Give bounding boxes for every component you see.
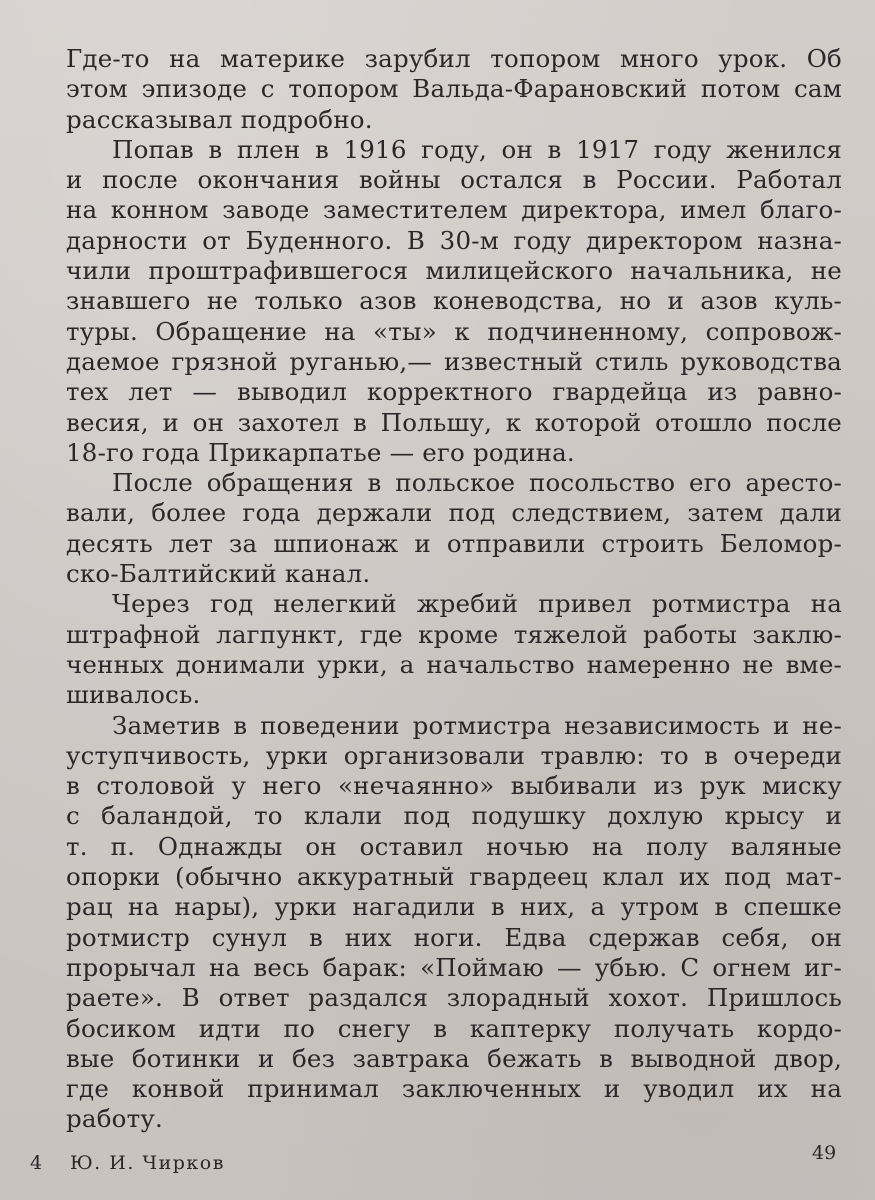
text-line: ченных донимали урки, а начальство намеренно не вме- xyxy=(66,649,842,679)
text-line: шивалось. xyxy=(66,680,201,710)
text-line: После обращения в польское посольство его аресто- xyxy=(112,468,842,498)
text-line: Попав в плен в 1916 году, он в 1917 году женился xyxy=(112,134,842,164)
text-line: где конвой принимал заключенных и уводил их на xyxy=(66,1074,842,1104)
text-line: уступчивость, урки организовали травлю: то в очереди xyxy=(66,740,842,770)
text-line: тех лет — выводил корректного гвардейца из равно- xyxy=(66,377,842,407)
paragraph-2 xyxy=(66,135,842,468)
text-line: прорычал на весь барак: «Поймаю — убью. С огнем иг- xyxy=(66,952,842,982)
text-line: десять лет за шпионаж и отправили строить Беломор- xyxy=(66,528,842,558)
text-line: знавшего не только азов коневодства, но и азов куль- xyxy=(66,286,842,316)
text-line: 18-го года Прикарпатье — его родина. xyxy=(66,437,575,467)
signature-number: 4 xyxy=(30,1152,43,1174)
text-line: этом эпизоде с топором Вальда-Фарановский потом сам xyxy=(66,74,842,104)
paragraph-3 xyxy=(66,468,842,589)
text-line: весия, и он захотел в Польшу, к которой отошло после xyxy=(66,407,842,437)
text-line: босиком идти по снегу в каптерку получать кордо- xyxy=(66,1013,842,1043)
text-line: ротмистр сунул в них ноги. Едва сдержав себя, он xyxy=(66,922,842,952)
text-line: опорки (обычно аккуратный гвардеец клал их под мат- xyxy=(66,862,842,892)
signature-author: Ю. И. Чирков xyxy=(70,1152,225,1174)
text-line: т. п. Однажды он оставил ночью на полу валяные xyxy=(66,831,842,861)
text-line: даемое грязной руганью,— известный стиль руководства xyxy=(66,346,842,376)
text-line: ско-Балтийский канал. xyxy=(66,559,371,589)
page-number: 49 xyxy=(812,1142,837,1164)
body-text xyxy=(66,44,842,1135)
text-line: на конном заводе заместителем директора, имел благо- xyxy=(66,195,842,225)
text-line: вые ботинки и без завтрака бежать в выводной двор, xyxy=(66,1043,842,1073)
paragraph-5 xyxy=(66,711,842,1135)
text-line: Через год нелегкий жребий привел ротмистра на xyxy=(112,589,842,619)
text-line: чили проштрафившегося милицейского начальника, не xyxy=(66,256,842,286)
text-line: работу. xyxy=(66,1104,163,1134)
text-line: штрафной лагпункт, где кроме тяжелой работы заклю- xyxy=(66,619,842,649)
text-line: рассказывал подробно. xyxy=(66,104,373,134)
paragraph-4 xyxy=(66,589,842,710)
text-line: туры. Обращение на «ты» к подчиненному, сопровож- xyxy=(66,316,842,346)
text-line: вали, более года держали под следствием, затем дали xyxy=(66,498,842,528)
text-line: в столовой у него «нечаянно» выбивали из рук миску xyxy=(66,771,842,801)
text-line: рац на нары), урки нагадили в них, а утром в спешке xyxy=(66,892,842,922)
text-line: Заметив в поведении ротмистра независимость и не- xyxy=(112,710,842,740)
text-line: с баландой, то клали под подушку дохлую крысу и xyxy=(66,801,842,831)
page-footer xyxy=(0,1140,875,1180)
text-line: и после окончания войны остался в России. Работал xyxy=(66,165,842,195)
text-line: раете». В ответ раздался злорадный хохот. Пришлось xyxy=(66,983,842,1013)
paragraph-1 xyxy=(66,44,842,135)
text-line: дарности от Буденного. В 30-м году директором назна- xyxy=(66,225,842,255)
text-line: Где-то на материке зарубил топором много урок. Об xyxy=(66,44,842,73)
